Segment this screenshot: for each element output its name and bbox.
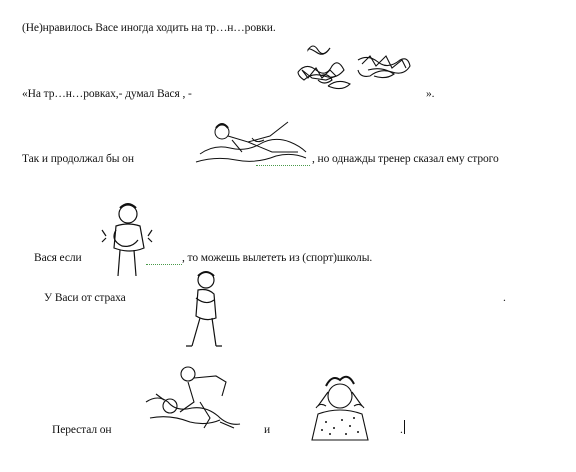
- fighting-boys-icon: [136, 362, 248, 434]
- sentence-4-start: Вася если: [34, 252, 82, 264]
- sentence-2: [22, 88, 192, 100]
- scribble-doodles-icon: [288, 40, 423, 95]
- sentence-2-end: ».: [426, 88, 435, 100]
- sentence-1: (Не)нравилось Васе иногда ходить на тр…н…ровки.: [22, 22, 276, 34]
- scared-boy-icon: [178, 268, 228, 350]
- sentence-5-start: У Васи от страха: [44, 292, 126, 304]
- sentence-6-end: .: [400, 424, 403, 436]
- text-cursor: [404, 420, 405, 434]
- shivering-boy-icon: [98, 200, 158, 280]
- sentence-2-text: «На тр…н…ровках,- думал Вася , -: [22, 88, 192, 100]
- flying-boy-icon: [192, 118, 310, 168]
- blank-3: [256, 165, 310, 166]
- sentence-6-start: Перестал он: [52, 424, 112, 436]
- blank-4: [146, 264, 182, 265]
- worried-girl-icon: [302, 372, 378, 442]
- sentence-3-end: , но однажды тренер сказал ему строго: [312, 153, 499, 165]
- sentence-5-end: .: [503, 292, 506, 304]
- sentence-4-end: , то можешь вылететь из (спорт)школы.: [182, 252, 373, 264]
- sentence-6-mid: и: [264, 424, 271, 436]
- sentence-3-start: Так и продолжал бы он: [22, 153, 134, 165]
